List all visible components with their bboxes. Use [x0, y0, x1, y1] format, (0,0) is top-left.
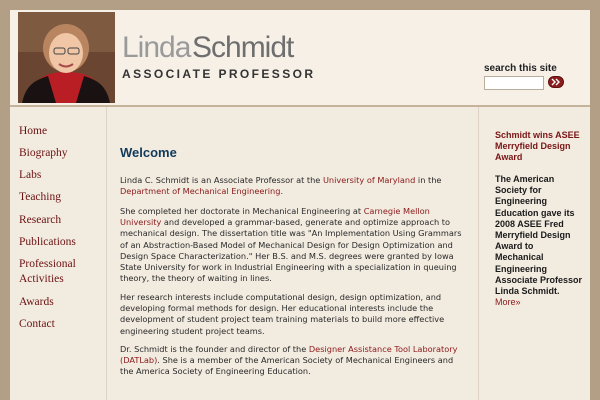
- nav-item-labs[interactable]: Labs: [19, 169, 42, 181]
- nav-item-home[interactable]: Home: [19, 125, 48, 137]
- intro-text-2: in the: [415, 175, 442, 185]
- link-datlab[interactable]: Designer Assistance Tool Laboratory (DATLab): [120, 344, 458, 366]
- nav-item-awards[interactable]: Awards: [19, 296, 54, 308]
- name-last: Schmidt: [192, 31, 294, 64]
- nav-item-research[interactable]: Research: [19, 214, 62, 226]
- job-title: ASSOCIATE PROFESSOR: [122, 67, 316, 81]
- education-paragraph: [120, 206, 465, 284]
- datlab-text-2: . She is a member of the American Society of Mechanical Engineers and the America Society of Engineering Education.: [120, 355, 454, 377]
- news-body: [495, 174, 583, 308]
- search-submit-button[interactable]: [548, 76, 564, 88]
- datlab-paragraph: [120, 344, 465, 378]
- intro-text: Linda C. Schmidt is an Associate Professor at the: [120, 175, 323, 185]
- double-chevron-right-icon: [551, 78, 561, 86]
- profile-photo: [18, 12, 115, 103]
- link-carnegie-mellon[interactable]: Carnegie Mellon University: [120, 206, 430, 228]
- nav-item-teaching[interactable]: Teaching: [19, 191, 61, 203]
- more-link[interactable]: More»: [495, 297, 521, 308]
- name-first: Linda: [122, 31, 191, 64]
- nav-item-professional-activities[interactable]: Professional Activities: [19, 258, 76, 285]
- main-content: [107, 107, 479, 400]
- intro-text-3: .: [280, 186, 284, 197]
- link-department-mechanical-engineering[interactable]: Department of Mechanical Engineering: [120, 186, 281, 197]
- research-paragraph: Her research interests include computational design, design optimization, and developing formal methods for design. Her educational interests include the development of student project team training materials to build more effective engineering student project teams.: [120, 292, 445, 336]
- left-nav: [10, 107, 107, 400]
- link-university-of-maryland[interactable]: University of Maryland: [322, 175, 416, 185]
- page-frame: [10, 10, 590, 400]
- nav-item-contact[interactable]: Contact: [19, 318, 55, 330]
- nav-item-publications[interactable]: Publications: [19, 236, 76, 248]
- search-label: search this site: [484, 63, 557, 74]
- welcome-heading: Welcome: [120, 145, 177, 160]
- nav-item-biography[interactable]: Biography: [19, 147, 68, 159]
- education-text: She completed her doctorate in Mechanical Engineering at: [120, 206, 364, 216]
- education-text-2: and developed a grammar-based, generate and optimize approach to mechanical design. The dissertation title was "An Implementation Using Grammars of an Abstraction-Based Model of Mechanical Design for Design Optimization and Design Space Characterization." Her B.S. and M.S. degrees were granted by Iowa State University for work in Industrial Engineering with a specialization in queuing theory, the theory of waiting in lines.: [120, 217, 462, 284]
- site-header: [10, 10, 590, 105]
- datlab-text: Dr. Schmidt is the founder and director of the: [120, 344, 309, 354]
- search-input[interactable]: [484, 76, 544, 90]
- news-sidebar: [480, 107, 590, 400]
- news-heading: Schmidt wins ASEE Merryfield Design Award: [495, 130, 580, 163]
- news-body-text: The American Society for Engineering Education gave its 2008 ASEE Fred Merryfield Design Award to Mechanical Engineering Associate Professor Linda Schmidt.: [495, 174, 583, 297]
- intro-paragraph: [120, 175, 465, 197]
